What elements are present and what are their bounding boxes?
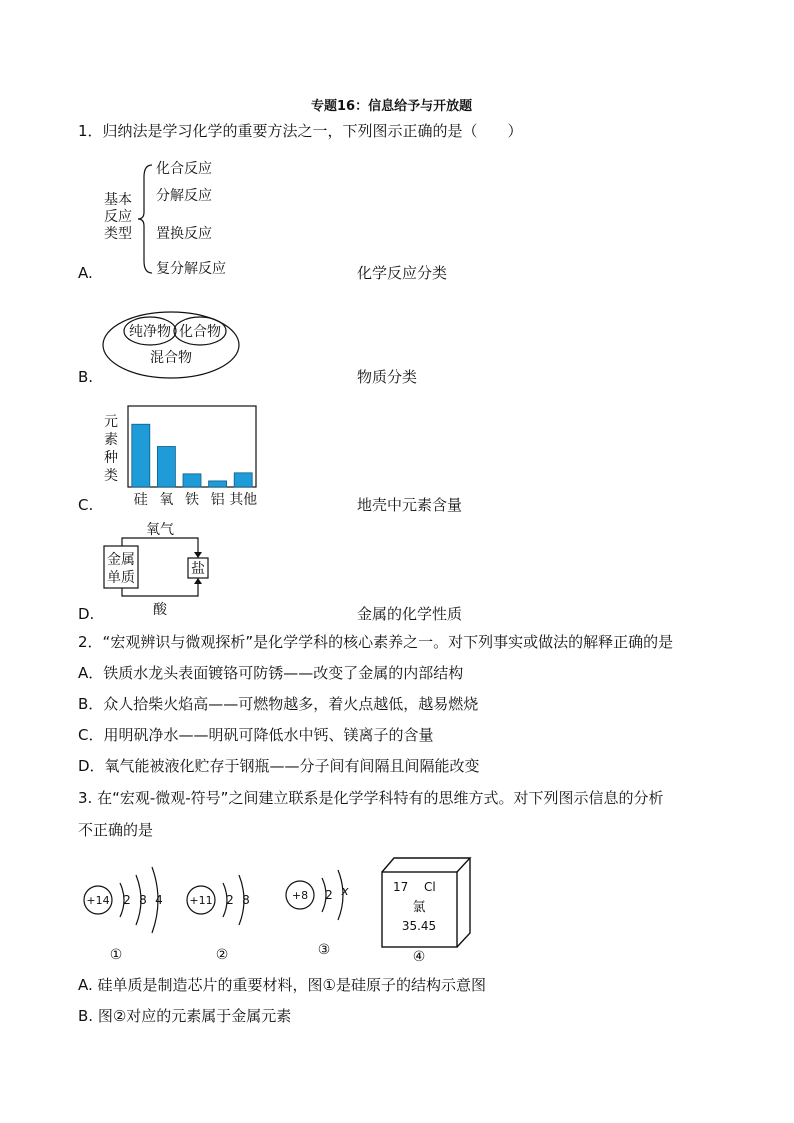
label-oxygen: 氧气 xyxy=(146,522,174,538)
q3-figures xyxy=(76,855,476,967)
box-metal-line-2: 单质 xyxy=(107,570,135,586)
electron-count-1c: 4 xyxy=(155,893,163,907)
label-compound: 化合物 xyxy=(179,324,221,340)
q1-option-c-bar-chart xyxy=(100,400,265,512)
q1-option-d-diagram xyxy=(100,520,220,618)
element-name: 氯 xyxy=(412,900,426,915)
nucleus-charge-1: +14 xyxy=(86,894,110,907)
q1-option-c-caption: 地壳中元素含量 xyxy=(357,496,463,514)
q1-option-c-letter: C. xyxy=(78,496,94,514)
element-symbol: Cl xyxy=(424,880,436,894)
category-label-3: 铁 xyxy=(185,492,199,508)
q1-option-a-caption: 化学反应分类 xyxy=(357,264,448,282)
q1-option-d-caption: 金属的化学性质 xyxy=(357,605,463,623)
electron-count-3b: x xyxy=(341,884,349,898)
brace-branch-3: 置换反应 xyxy=(156,226,212,242)
bar-4 xyxy=(209,481,227,487)
brace-root-line-3: 类型 xyxy=(104,226,132,242)
arrow-bottom-head xyxy=(194,578,202,584)
arrow-top-head xyxy=(194,552,202,558)
bar-1 xyxy=(132,424,150,487)
brace-branch-1: 化合反应 xyxy=(156,161,212,177)
ylabel-char-3: 种 xyxy=(104,450,118,466)
q1-option-b-diagram xyxy=(100,310,245,382)
q3-option-a: A. 硅单质是制造芯片的重要材料，图①是硅原子的结构示意图 xyxy=(78,976,486,994)
nucleus-charge-2: +11 xyxy=(189,894,213,907)
q2-stem: 2．“宏观辨识与微观探析”是化学学科的核心素养之一。对下列事实或做法的解释正确的是 xyxy=(78,633,674,651)
q1-option-b-letter: B. xyxy=(78,368,94,386)
fig-label-2: ② xyxy=(215,947,229,963)
atomic-mass: 35.45 xyxy=(401,919,437,933)
q1-option-b-caption: 物质分类 xyxy=(357,368,418,386)
category-label-2: 氧 xyxy=(159,492,174,508)
atomic-number: 17 xyxy=(393,880,409,894)
q1-stem: 1．归纳法是学习化学的重要方法之一，下列图示正确的是（ ） xyxy=(78,122,523,140)
atom-structure-2 xyxy=(187,875,250,963)
atom-structure-1 xyxy=(84,867,163,963)
ylabel-char-2: 素 xyxy=(104,432,118,448)
q2-option-c: C．用明矾净水——明矾可降低水中钙、镁离子的含量 xyxy=(78,726,434,744)
bar-3 xyxy=(183,474,201,487)
q2-option-a: A．铁质水龙头表面镀铬可防锈——改变了金属的内部结构 xyxy=(78,664,464,682)
fig-label-4: ④ xyxy=(412,949,426,965)
nucleus-charge-3: +8 xyxy=(291,889,309,902)
brace-branch-2: 分解反应 xyxy=(156,188,212,204)
brace-branch-4: 复分解反应 xyxy=(156,261,226,277)
category-label-1: 硅 xyxy=(133,492,148,508)
brace-root-line-1: 基本 xyxy=(104,192,132,208)
page-title: 专题16：信息给予与开放题 xyxy=(311,99,473,114)
left-brace xyxy=(138,165,152,273)
electron-count-2b: 8 xyxy=(242,893,250,907)
electron-count-2a: 2 xyxy=(226,893,234,907)
electron-count-1b: 8 xyxy=(139,893,147,907)
atom-structure-3 xyxy=(286,870,349,958)
electron-count-3a: 2 xyxy=(325,888,333,902)
label-mixture: 混合物 xyxy=(150,350,192,366)
q2-option-b: B．众人拾柴火焰高——可燃物越多，着火点越低，越易燃烧 xyxy=(78,695,479,713)
cube-side xyxy=(457,858,470,947)
element-tile-chlorine xyxy=(382,858,470,965)
fig-label-3: ③ xyxy=(317,942,331,958)
brace-root-line-2: 反应 xyxy=(104,209,132,225)
label-pure-substance: 纯净物 xyxy=(129,324,171,340)
category-label-4: 铝 xyxy=(210,492,225,508)
q3-option-b: B. 图②对应的元素属于金属元素 xyxy=(78,1007,292,1025)
q3-stem-line-1: 3. 在“宏观-微观-符号”之间建立联系是化学学科特有的思维方式。对下列图示信息的分析 xyxy=(78,789,664,807)
q1-option-a-letter: A. xyxy=(78,264,93,282)
category-label-5: 其他 xyxy=(229,492,258,508)
ylabel-char-1: 元 xyxy=(104,414,118,430)
fig-label-1: ① xyxy=(109,947,123,963)
ylabel-char-4: 类 xyxy=(104,468,118,484)
bar-2 xyxy=(157,447,175,488)
cube-top xyxy=(382,858,470,872)
q2-option-d: D．氧气能被液化贮存于钢瓶——分子间有间隔且间隔能改变 xyxy=(78,757,480,775)
box-salt-label: 盐 xyxy=(191,561,205,577)
q1-option-a-diagram xyxy=(100,157,240,282)
box-metal-line-1: 金属 xyxy=(107,552,135,568)
bar-5 xyxy=(234,473,252,487)
q1-option-d-letter: D. xyxy=(78,605,95,623)
q3-stem-line-2: 不正确的是 xyxy=(78,821,154,839)
electron-count-1a: 2 xyxy=(123,893,131,907)
label-acid: 酸 xyxy=(153,602,167,618)
